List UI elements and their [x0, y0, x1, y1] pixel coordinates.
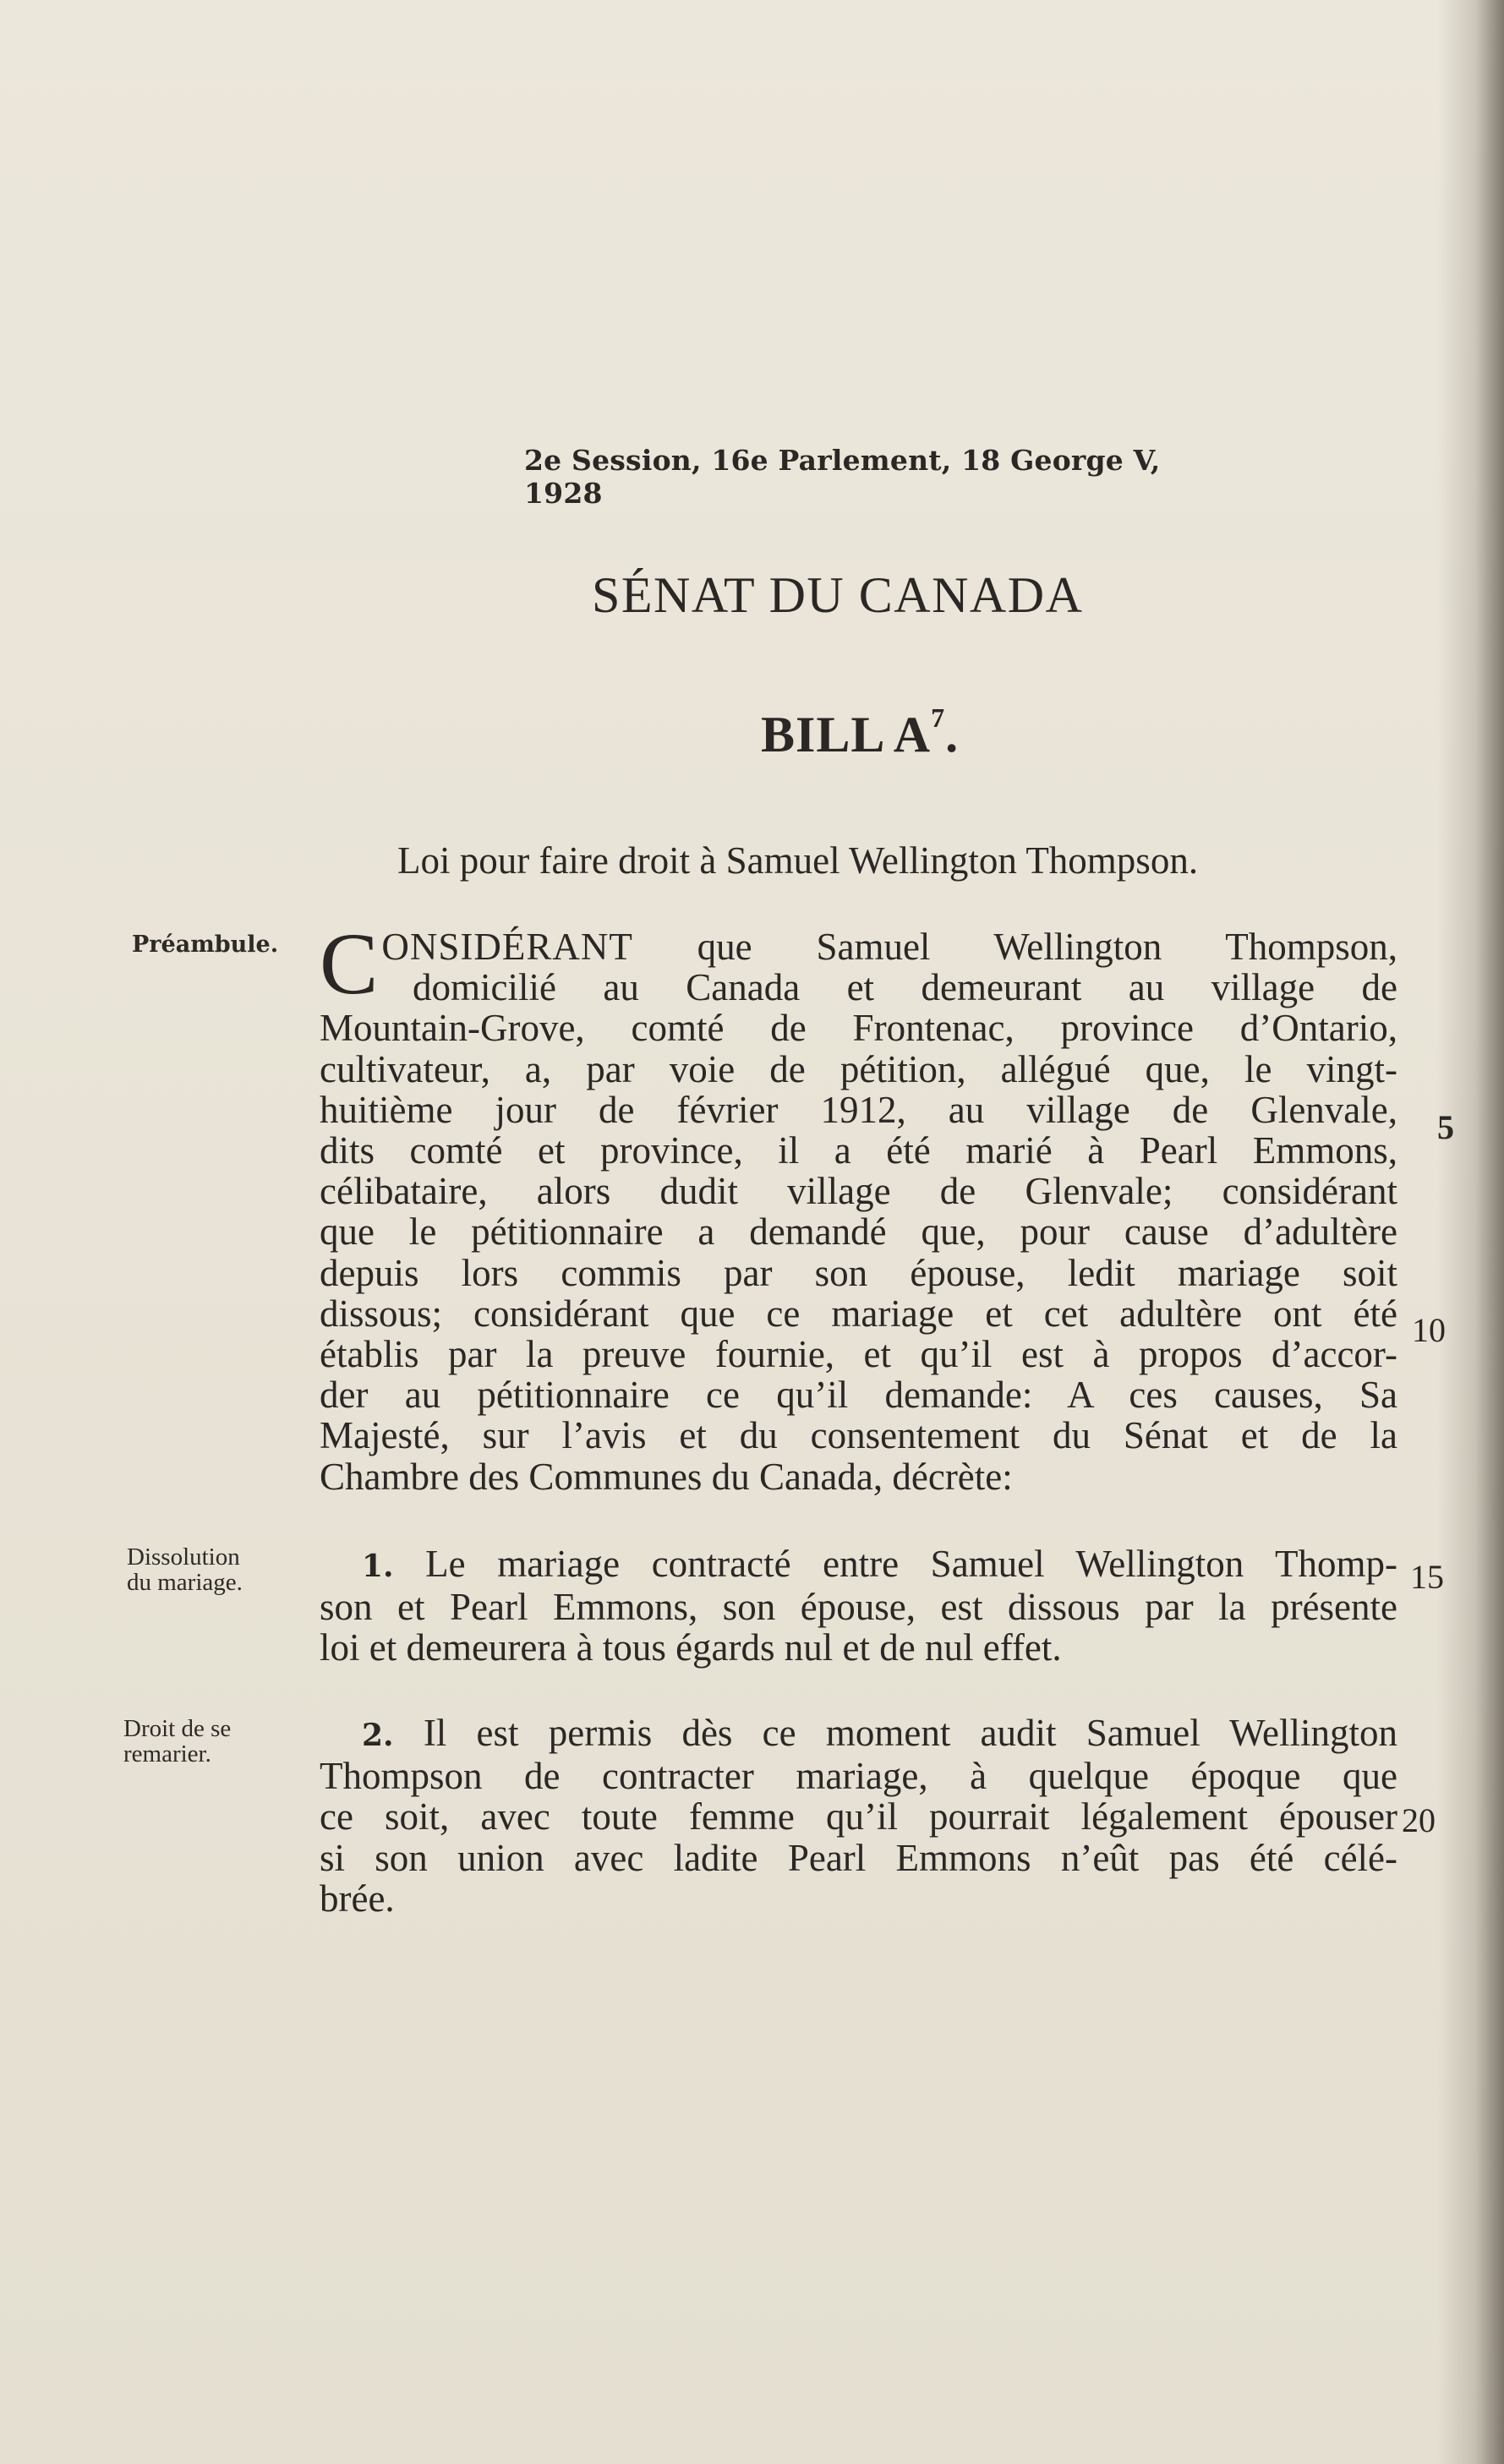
bill-period: . [945, 707, 960, 762]
section-2-line [320, 1713, 1397, 1756]
bill-superscript: 7 [931, 702, 946, 733]
preamble-line-1-rest: que Samuel Wellington Thompson, [632, 926, 1397, 968]
preamble-line: domicilié au Canada et demeurant au village de [413, 966, 1397, 1009]
section-2-line: brée. [320, 1877, 395, 1920]
line-number-15: 15 [1410, 1558, 1444, 1596]
margin-note-preamble: Préambule. [132, 932, 279, 958]
preamble-line: dissous; considérant que ce mariage et cet adultère ont été [320, 1292, 1397, 1335]
long-title: Loi pour faire droit à Samuel Wellington Thompson. [397, 839, 1199, 882]
section-1-line: son et Pearl Emmons, son épouse, est dissous par la présente [320, 1586, 1397, 1629]
margin-note-dissolution-line1: Dissolution [127, 1543, 240, 1571]
margin-note-remarry [123, 1716, 231, 1767]
preamble-line: Mountain-Grove, comté de Frontenac, province d’Ontario, [320, 1007, 1397, 1050]
preamble-line: célibataire, alors dudit village de Glenvale; considérant [320, 1170, 1397, 1213]
section-1-line-1-text: Le mariage contracté entre Samuel Wellington Thomp- [393, 1543, 1397, 1585]
preamble-line: Chambre des Communes du Canada, décrète: [320, 1455, 1013, 1498]
preamble-line [320, 926, 1397, 967]
margin-note-remarry-line2: remarier. [123, 1740, 211, 1767]
section-2-line-1-text: Il est permis dès ce moment audit Samuel Wellington [393, 1712, 1397, 1754]
preamble-line: huitième jour de février 1912, au village de Glenvale, [320, 1088, 1397, 1131]
preamble-dropcap: C [320, 915, 379, 1013]
margin-note-dissolution-line2: du mariage. [127, 1569, 243, 1596]
section-2 [320, 1713, 1397, 1919]
section-1-number: 1. [362, 1549, 394, 1584]
section-2-line: Thompson de contracter mariage, à quelque époque que [320, 1755, 1397, 1798]
preamble-text [320, 915, 1397, 1498]
preamble-line: der au pétitionnaire ce qu’il demande: A ces causes, Sa [320, 1374, 1397, 1417]
section-1-line: loi et demeurera à tous égards nul et de nul effet. [320, 1626, 1062, 1669]
section-1-line [320, 1543, 1397, 1587]
preamble-first-word: ONSIDÉRANT [381, 926, 633, 968]
section-2-number: 2. [362, 1718, 394, 1753]
bill-title [761, 702, 1099, 764]
line-number-5: 5 [1437, 1108, 1454, 1146]
section-2-line: ce soit, avec toute femme qu’il pourrait légalement épouser [320, 1795, 1397, 1838]
preamble-line: dits comté et province, il a été marié à Pearl Emmons, [320, 1129, 1397, 1172]
preamble-line: cultivateur, a, par voie de pétition, allégué que, le vingt- [320, 1047, 1397, 1090]
preamble-line: que le pétitionnaire a demandé que, pour cause d’adultère [320, 1210, 1397, 1254]
section-1 [320, 1543, 1397, 1669]
session-header: 2e Session, 16e Parlement, 18 George V, 1928 [524, 444, 1161, 510]
chamber-title: SÉNAT DU CANADA [592, 567, 1084, 623]
margin-note-remarry-line1: Droit de se [123, 1715, 232, 1742]
line-number-10: 10 [1412, 1311, 1446, 1349]
preamble-line: Majesté, sur l’avis et du consentement du Sénat et de la [320, 1414, 1397, 1457]
line-number-20: 20 [1402, 1801, 1436, 1839]
preamble-line: établis par la preuve fournie, et qu’il est à propos d’accor- [320, 1333, 1397, 1376]
bill-label: BILL A [761, 707, 932, 762]
margin-note-dissolution [127, 1544, 243, 1595]
preamble-line: depuis lors commis par son épouse, ledit mariage soit [320, 1251, 1397, 1294]
section-2-line: si son union avec ladite Pearl Emmons n’eût pas été célé- [320, 1836, 1397, 1879]
